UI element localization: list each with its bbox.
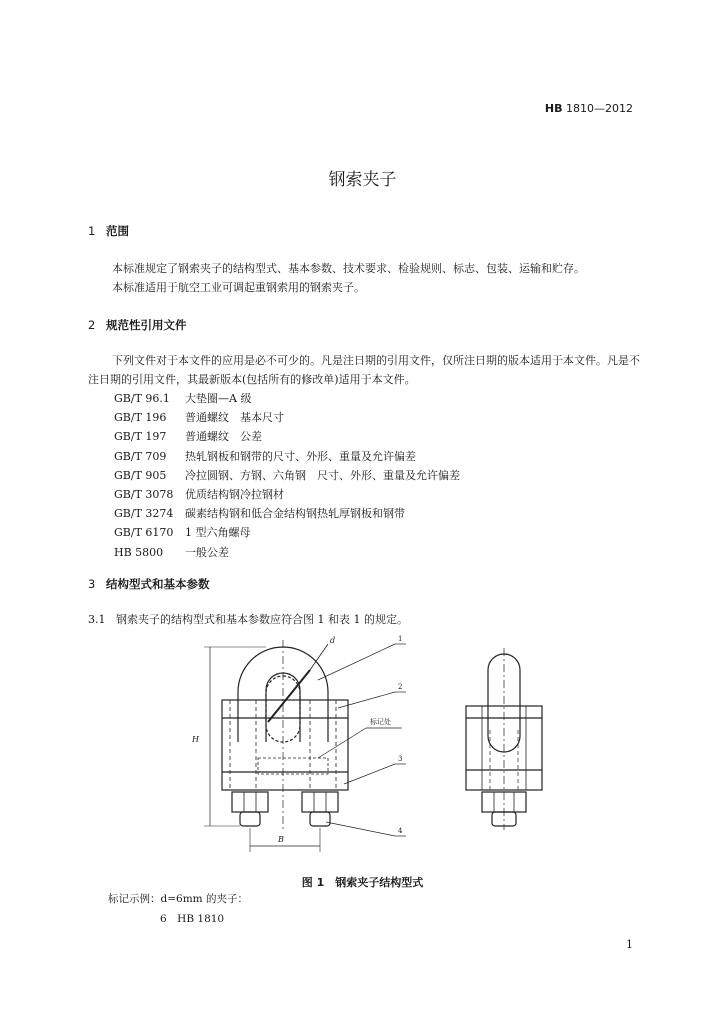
reference-list	[114, 389, 460, 562]
section-2-heading: 2 规范性引用文件	[88, 318, 187, 332]
label-d: d	[330, 636, 336, 645]
front-view	[191, 635, 406, 852]
reference-item: GB/T 96.1 大垫圈—A 级	[114, 392, 252, 405]
section-1-heading: 1 范围	[88, 224, 129, 238]
reference-item: GB/T 196 普通螺纹 基本尺寸	[114, 411, 284, 425]
label-B: B	[278, 835, 284, 844]
reference-item: GB/T 197 普通螺纹 公差	[114, 430, 262, 444]
marking-example-value: 6 HB 1810	[160, 913, 225, 925]
marking-example-label: 标记示例：d=6mm 的夹子：	[108, 893, 248, 905]
clause-3-1: 3.1 钢索夹子的结构型式和基本参数应符合图 1 和表 1 的规定。	[88, 613, 408, 626]
reference-item: HB 5800 一般公差	[114, 545, 229, 559]
reference-item: GB/T 6170 1 型六角螺母	[114, 526, 251, 540]
figure-caption: 图 1 钢索夹子结构型式	[301, 876, 424, 889]
reference-item: GB/T 709 热轧钢板和钢带的尺寸、外形、重量及允许偏差	[114, 449, 416, 463]
mark-location-label: 标记处	[370, 718, 391, 726]
document-title: 钢索夹子	[328, 170, 397, 190]
section-1-line-2: 本标准适用于航空工业可调起重钢索用的钢索夹子。	[112, 281, 365, 294]
section-1-body	[88, 259, 648, 297]
standard-code: HB 1810—2012	[544, 102, 633, 115]
section-1-line-1: 本标准规定了钢索夹子的结构型式、基本参数、技术要求、检验规则、标志、包装、运输和贮存。	[112, 262, 585, 275]
clamp-structure-figure	[170, 630, 570, 858]
callout-1: 1	[398, 635, 403, 643]
page-number: 1	[626, 938, 633, 951]
reference-item: GB/T 3274 碳素结构钢和低合金结构钢热轧厚钢板和钢带	[114, 507, 405, 521]
side-view	[466, 648, 542, 830]
label-H: H	[192, 735, 199, 744]
reference-item: GB/T 3078 优质结构钢冷拉钢材	[114, 488, 284, 502]
section-3-heading: 3 结构型式和基本参数	[88, 577, 210, 591]
reference-item: GB/T 905 冷拉圆钢、方钢、六角钢 尺寸、外形、重量及允许偏差	[114, 468, 460, 482]
callout-3: 3	[398, 755, 403, 763]
section-2-intro: 下列文件对于本文件的应用是必不可少的。凡是注日期的引用文件，仅所注日期的版本适用于本文件。凡是不注日期的引用文件，其最新版本(包括所有的修改单)适用于本文件。	[88, 354, 640, 386]
callout-2: 2	[398, 683, 403, 691]
callout-4: 4	[398, 827, 403, 835]
